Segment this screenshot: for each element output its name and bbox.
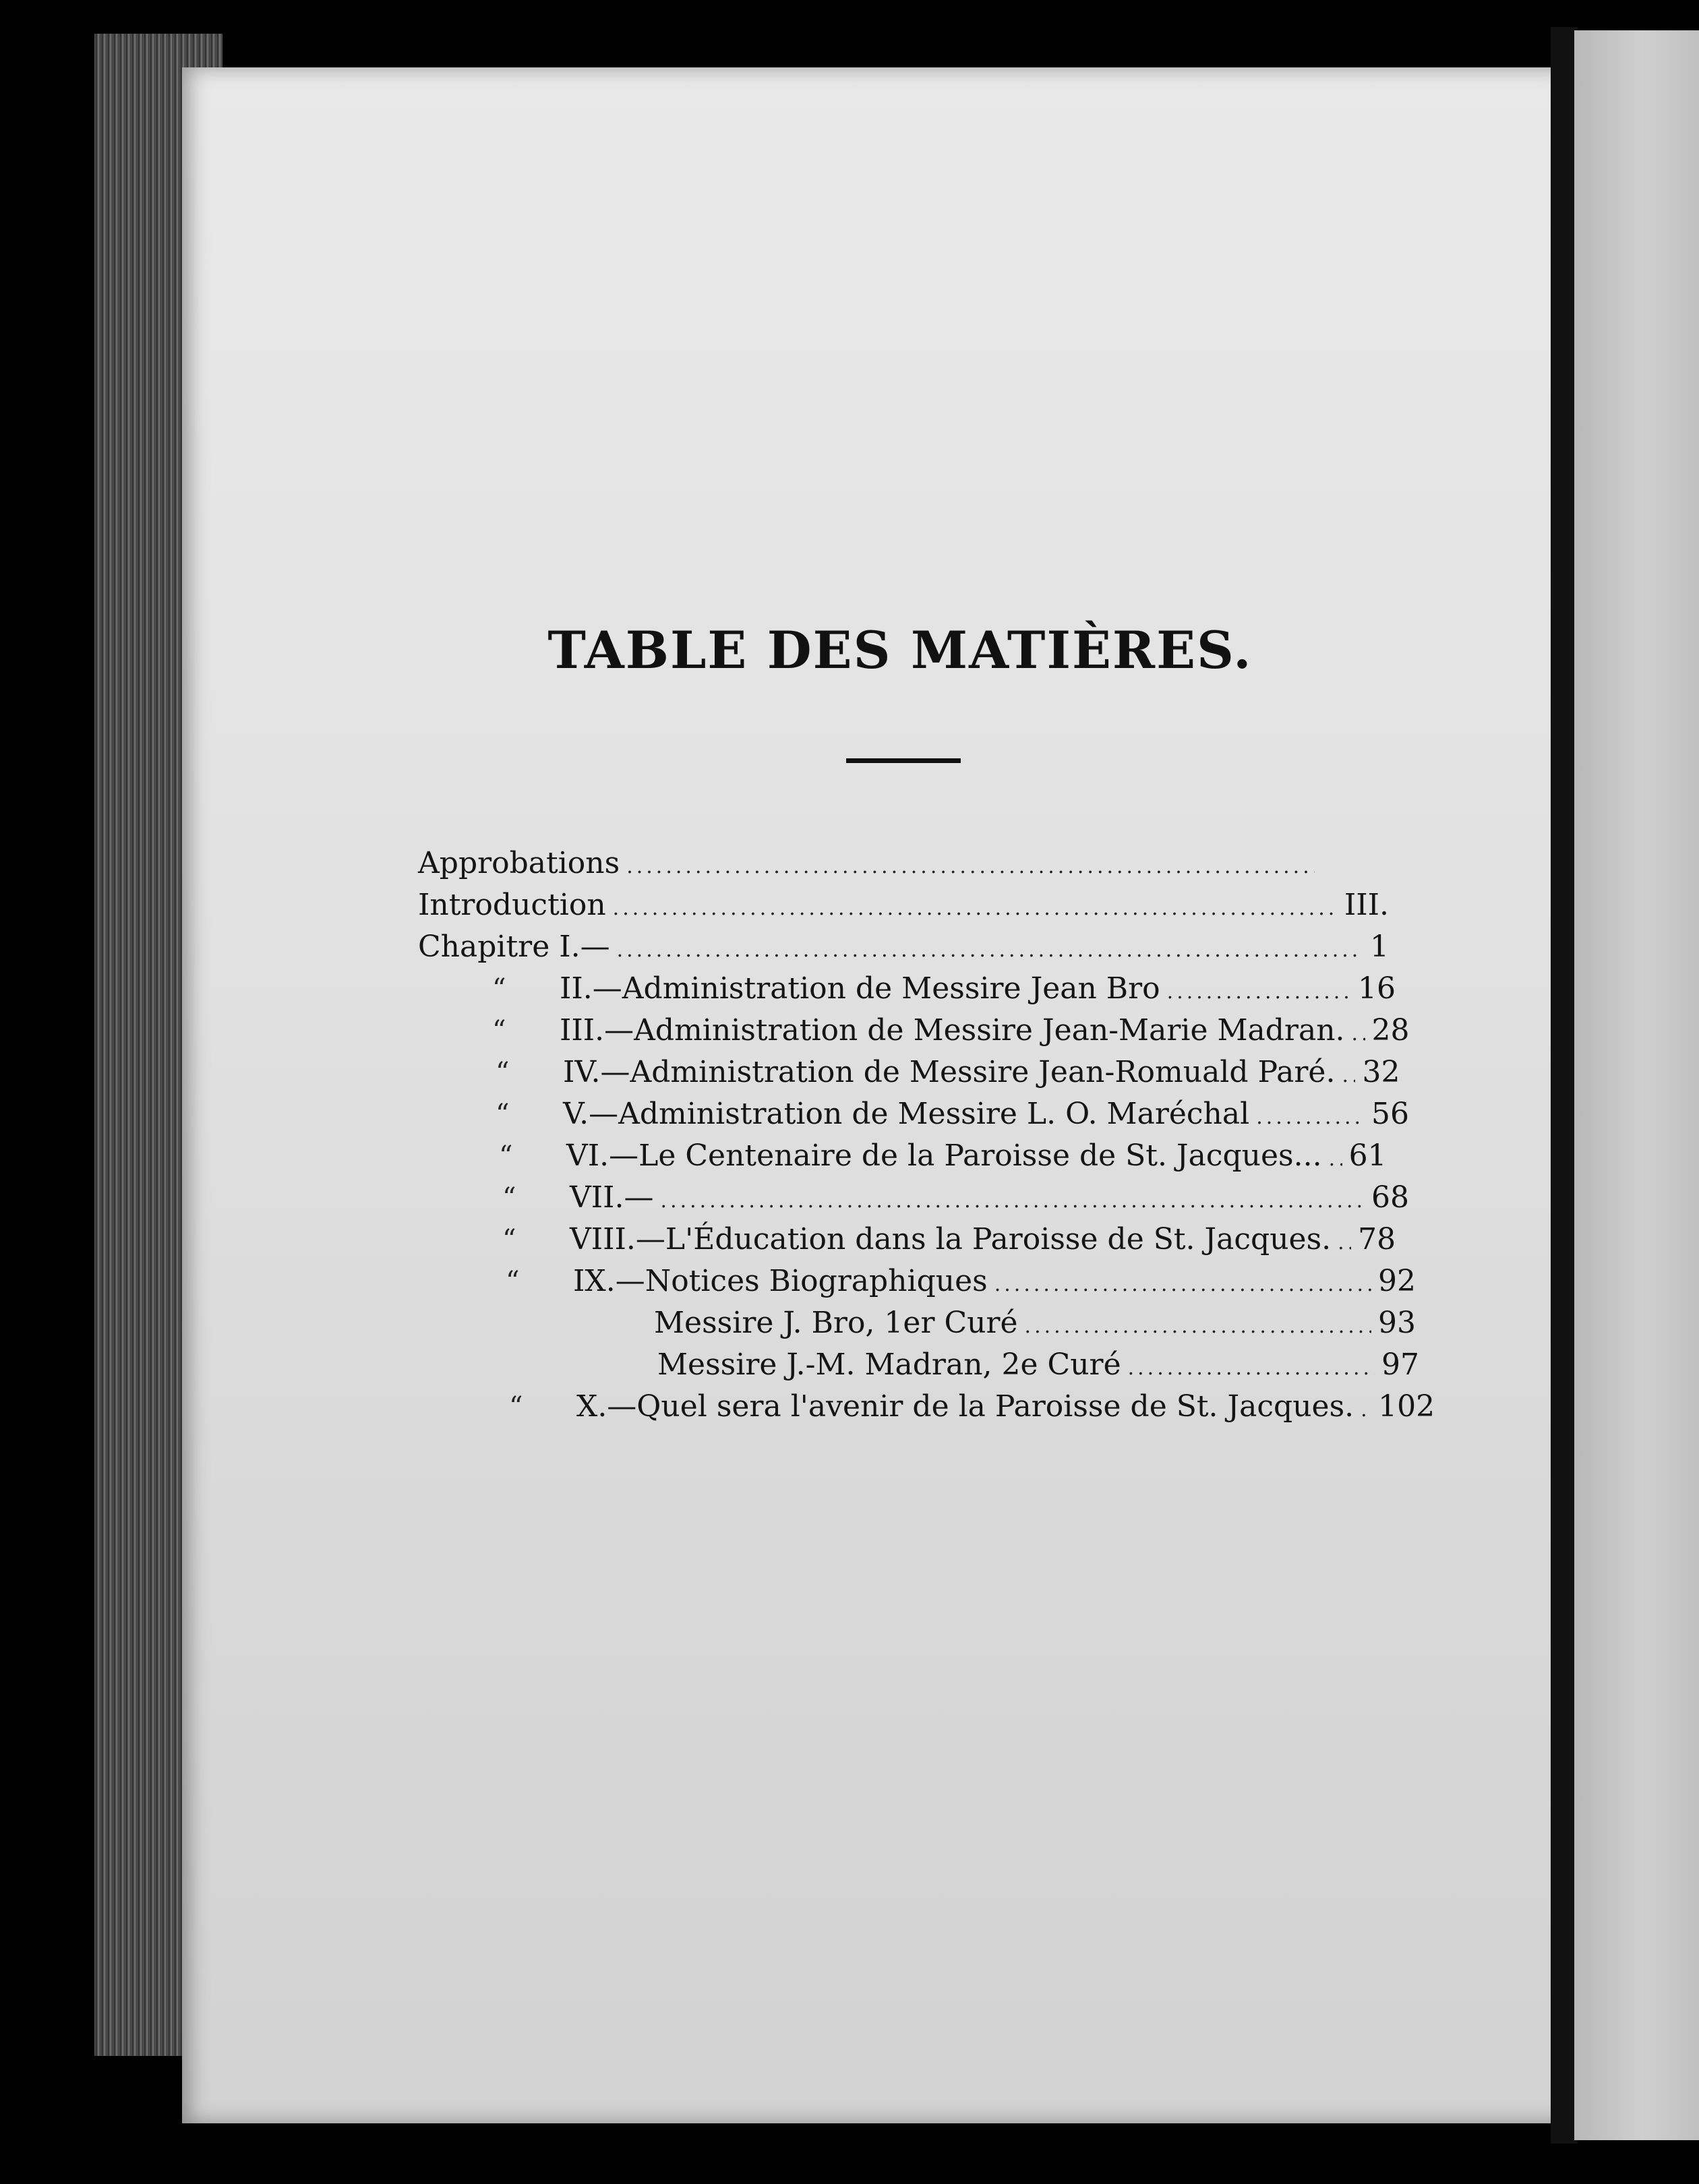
- toc-entry-chapter-7: [570, 1177, 1409, 1219]
- toc-leader-dots: [626, 846, 1315, 888]
- toc-leader-dots: [1342, 1055, 1355, 1097]
- toc-entry-chapter-4: [563, 1052, 1406, 1093]
- ditto-mark: “: [506, 1266, 520, 1297]
- toc-entry-chapter-8: [570, 1219, 1412, 1261]
- toc-leader-dots: [1256, 1097, 1365, 1139]
- toc-entry-chapter-9: [573, 1261, 1416, 1302]
- toc-leader-dots: [994, 1264, 1371, 1306]
- title-rule: [846, 758, 961, 763]
- toc-entry-page: 28: [1371, 1013, 1410, 1048]
- toc-entry-page: 56: [1371, 1097, 1409, 1131]
- toc-leader-dots: [1361, 1389, 1371, 1431]
- toc-entry-page: 102: [1378, 1389, 1435, 1424]
- toc-entry-label: V.—Administration de Messire L. O. Maréchal: [563, 1097, 1250, 1131]
- ditto-mark: “: [502, 1182, 516, 1213]
- toc-entry-page: 93: [1378, 1306, 1416, 1340]
- toc-entry-page: 16: [1358, 971, 1396, 1006]
- toc-leader-dots: [1128, 1347, 1375, 1389]
- toc-entry-chapter-1: [418, 926, 1389, 968]
- toc-entry-label: Introduction: [418, 888, 606, 922]
- toc-entry-label: IX.—Notices Biographiques: [573, 1264, 988, 1298]
- toc-leader-dots: [1025, 1306, 1371, 1347]
- toc-entry-chapter-2: [560, 968, 1396, 1010]
- toc-leader-dots: [1352, 1013, 1365, 1055]
- toc-entry-page: 78: [1358, 1222, 1396, 1256]
- ditto-mark: “: [502, 1224, 516, 1255]
- ditto-mark: “: [496, 1057, 510, 1088]
- toc-entry-page: 32: [1362, 1055, 1400, 1089]
- toc-entry-chapter-6: [566, 1135, 1409, 1177]
- ditto-mark: “: [492, 973, 506, 1004]
- ditto-mark: “: [492, 1015, 506, 1046]
- toc-leader-dots: [1329, 1139, 1342, 1180]
- toc-entry-label: VI.—Le Centenaire de la Paroisse de St. Jacques...: [566, 1139, 1322, 1173]
- toc-entry-label: II.—Administration de Messire Jean Bro: [560, 971, 1160, 1006]
- toc-entry-approbations: [418, 843, 1321, 884]
- toc-entry-label: III.—Administration de Messire Jean-Marie Madran.: [560, 1013, 1345, 1048]
- toc-entry-chapter-3: [560, 1010, 1410, 1052]
- toc-entry-label: VIII.—L'Éducation dans la Paroisse de St. Jacques.: [570, 1222, 1332, 1256]
- page-title: TABLE DES MATIÈRES.: [547, 620, 1253, 680]
- toc-leader-dots: [1167, 971, 1351, 1013]
- toc-subentry-madran: [657, 1344, 1419, 1386]
- toc-entry-label: Messire J. Bro, 1er Curé: [654, 1306, 1018, 1340]
- toc-leader-dots: [613, 888, 1338, 930]
- toc-leader-dots: [661, 1180, 1365, 1222]
- toc-entry-label: Messire J.-M. Madran, 2e Curé: [657, 1347, 1121, 1382]
- toc-leader-dots: [1338, 1222, 1351, 1264]
- page-gutter: [1551, 27, 1578, 2144]
- toc-entry-chapter-10: [576, 1386, 1433, 1428]
- toc-entry-label: Approbations: [418, 846, 620, 880]
- toc-entry-label: Chapitre I.—: [418, 930, 610, 964]
- toc-entry-chapter-5: [563, 1093, 1409, 1135]
- toc-entry-page: 1: [1370, 930, 1389, 964]
- toc-entry-page: 61: [1348, 1139, 1387, 1173]
- toc-entry-page: 68: [1371, 1180, 1409, 1215]
- toc-entry-page: 97: [1381, 1347, 1419, 1382]
- toc-subentry-bro: [654, 1302, 1416, 1344]
- ditto-mark: “: [499, 1141, 513, 1172]
- toc-entry-label: IV.—Administration de Messire Jean-Romuald Paré.: [563, 1055, 1336, 1089]
- ditto-mark: “: [496, 1099, 510, 1130]
- toc-entry-page: 92: [1378, 1264, 1416, 1298]
- ditto-mark: “: [509, 1391, 523, 1422]
- toc-entry-page: III.: [1344, 888, 1389, 922]
- toc-leader-dots: [617, 930, 1363, 971]
- toc-entry-label: X.—Quel sera l'avenir de la Paroisse de St. Jacques.: [576, 1389, 1354, 1424]
- facing-page-edge: [1574, 30, 1699, 2140]
- toc-entry-introduction: [418, 884, 1389, 926]
- toc-entry-label: VII.—: [570, 1180, 654, 1215]
